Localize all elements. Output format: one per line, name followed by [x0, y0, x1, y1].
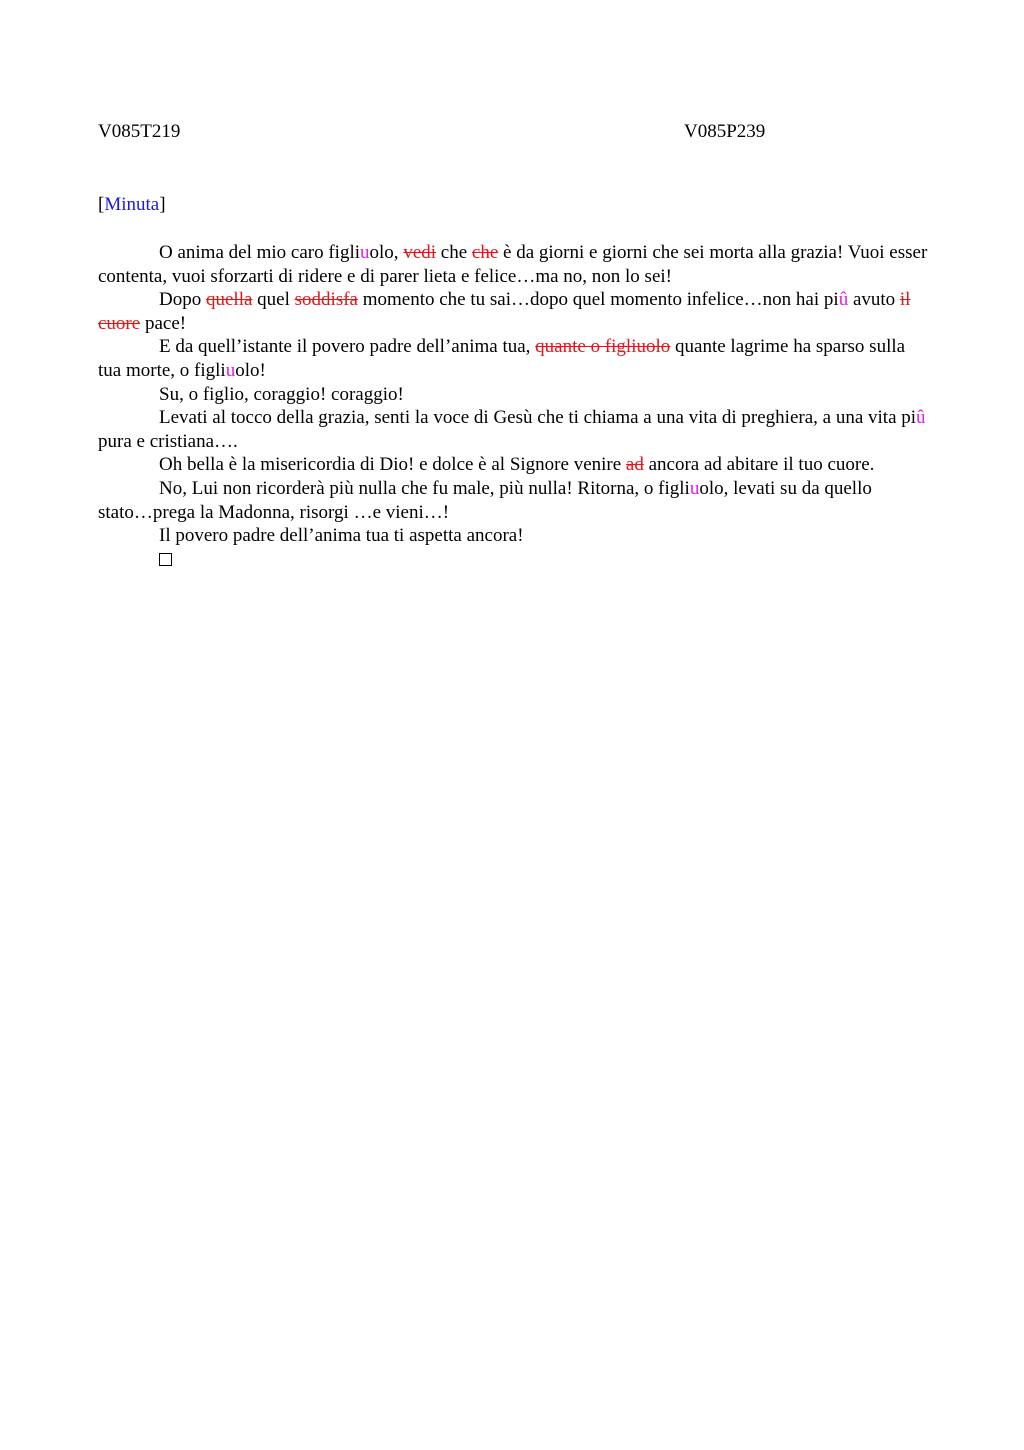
paragraph — [98, 453, 930, 477]
text-segment: pura e cristiana…. — [98, 430, 238, 452]
text-segment: quante lagrime ha sparso sulla tua morte, o figli — [98, 336, 906, 381]
deleted-text: il cuore — [98, 289, 911, 334]
paragraph — [98, 335, 930, 382]
bracket-open: [ — [98, 194, 105, 215]
inserted-letter: u — [360, 242, 370, 263]
paragraph — [98, 524, 930, 548]
paragraph — [98, 477, 930, 524]
text-segment: Su, o figlio, coraggio! coraggio! — [159, 383, 404, 405]
deleted-text: vedi — [403, 242, 437, 263]
paragraph — [98, 383, 930, 407]
empty-box-icon — [159, 553, 172, 566]
text-segment: è da giorni e giorni che sei morta alla grazia! Vuoi esser contenta, vuoi sforzarti di ridere e di parer lieta e felice…ma no, non lo sei! — [98, 242, 928, 287]
paragraph — [98, 288, 930, 335]
text-segment: momento che tu sai…dopo quel momento infelice…non hai pi — [357, 289, 839, 311]
text-segment: avuto — [848, 289, 900, 311]
text-segment: che — [436, 242, 472, 263]
text-segment: Dopo — [159, 289, 206, 311]
inserted-letter: û — [916, 407, 926, 429]
inserted-letter: û — [838, 289, 849, 311]
text-segment: E da quell’istante il povero padre dell’anima tua, — [159, 336, 536, 358]
text-segment: O anima del mio caro figli — [159, 242, 361, 263]
text-segment: pace! — [140, 312, 187, 334]
text-segment: Levati al tocco della grazia, senti la voce di Gesù che ti chiama a una vita di preghiera, a una vita pi — [159, 407, 917, 429]
deleted-text: soddisfa — [294, 289, 358, 311]
text-segment: olo, — [369, 242, 404, 263]
text-segment: Oh bella è la misericordia di Dio! e dolce è al Signore venire — [159, 454, 626, 476]
end-marker — [98, 548, 930, 572]
text-segment: quel — [252, 289, 295, 311]
deleted-text: che — [471, 242, 499, 263]
minuta-label: Minuta — [104, 194, 160, 215]
document-code-left: V085T219 — [98, 121, 181, 142]
text-segment: No, Lui non ricorderà più nulla che fu male, più nulla! Ritorna, o figli — [159, 477, 690, 499]
deleted-text: quante o figliuolo — [535, 336, 671, 358]
paragraph — [98, 241, 930, 288]
text-segment: ancora ad abitare il tuo cuore. — [643, 454, 875, 476]
text-segment: olo! — [235, 359, 266, 381]
letter-body — [98, 241, 930, 571]
deleted-text: quella — [205, 289, 253, 311]
bracket-close: ] — [159, 194, 166, 215]
paragraph — [98, 406, 930, 453]
text-segment: Il povero padre dell’anima tua ti aspetta ancora! — [159, 525, 524, 547]
section-label — [98, 194, 166, 216]
deleted-text: ad — [625, 454, 644, 476]
document-code-right: V085P239 — [684, 121, 766, 142]
inserted-letter: u — [689, 477, 700, 499]
inserted-letter: u — [225, 359, 236, 381]
text-segment: olo, levati su da quello stato…prega la Madonna, risorgi …e vieni…! — [98, 477, 872, 523]
